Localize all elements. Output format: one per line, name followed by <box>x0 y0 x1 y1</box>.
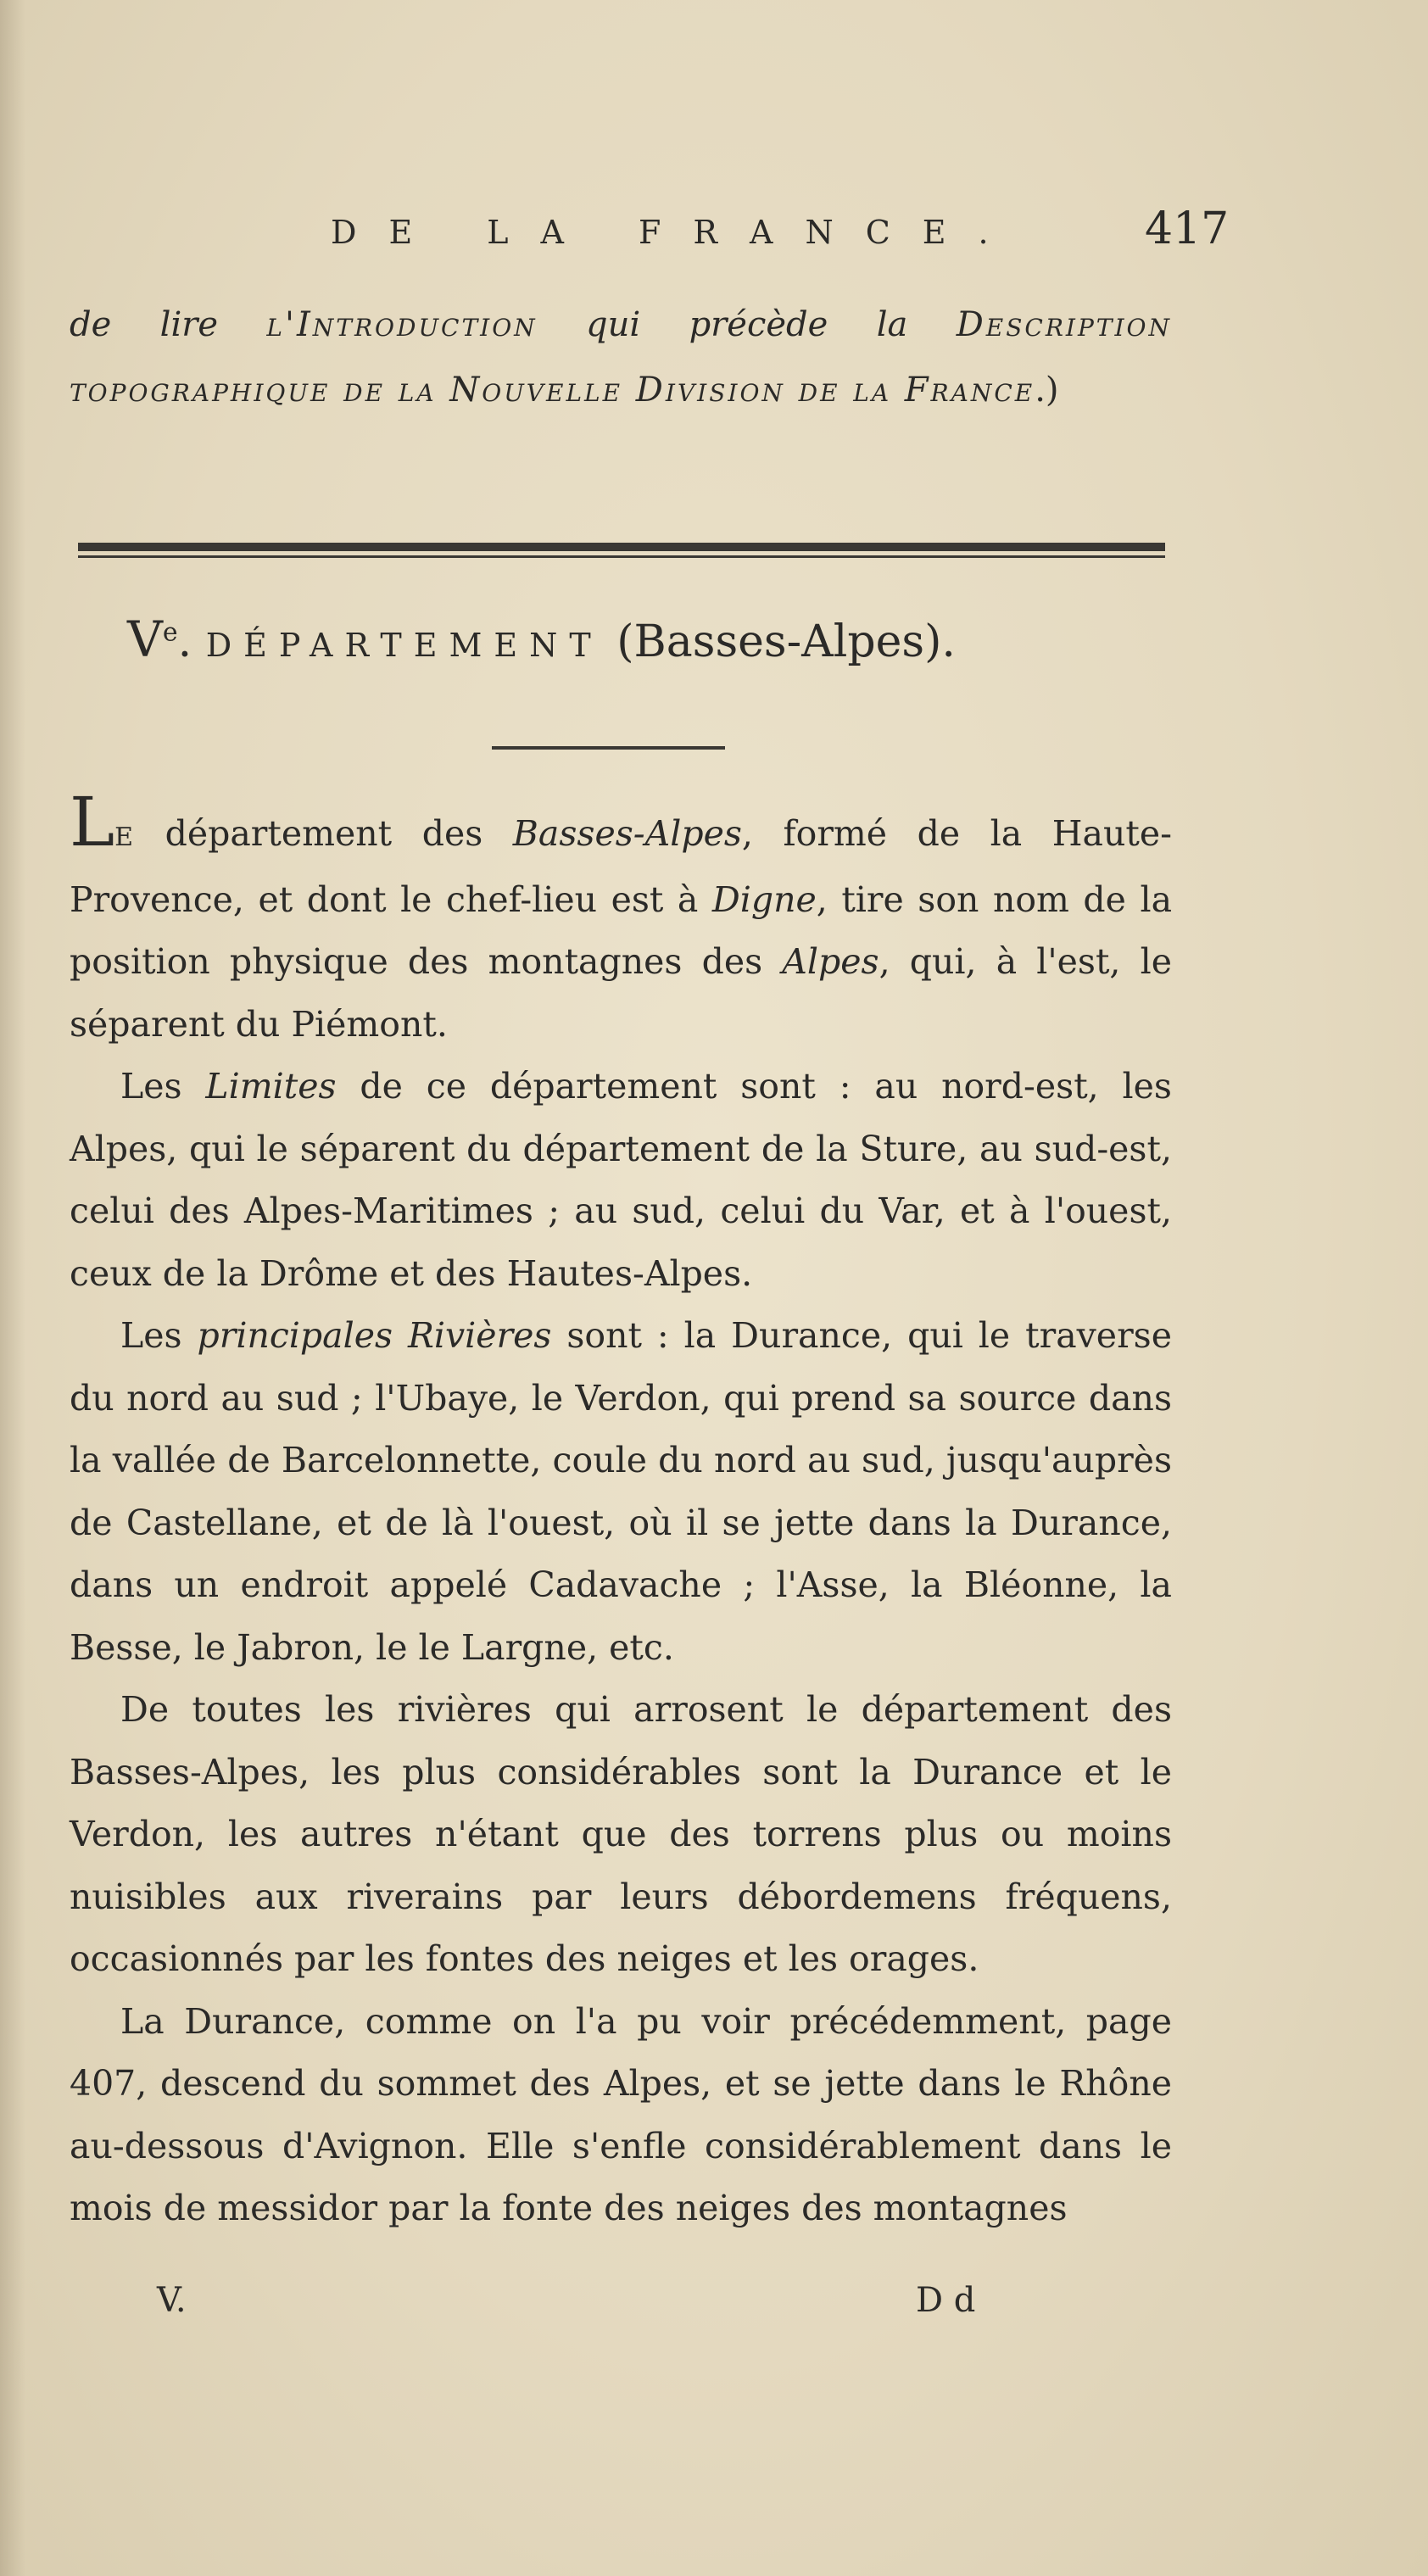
p1-italic-basses-alpes: Basses-Alpes <box>512 813 742 854</box>
department-name: (Basses-Alpes). <box>616 616 956 667</box>
intro-smallcaps-1: l'Introduction <box>266 305 538 344</box>
drop-cap: L <box>70 783 115 861</box>
paragraph-3 <box>70 1305 1172 1679</box>
paragraph-4: De toutes les rivières qui arrosent le département des Basses-Alpes, les plus considérables sont la Durance et le Verdon, les autres n'étant que des torrens plus ou moins nuisibles aux riverains par leurs débordemens fréquens, occasionnés par les fontes des neiges et les orages. <box>70 1689 1172 1979</box>
intro-text-2: qui précède la <box>537 305 957 344</box>
thick-rule <box>78 543 1165 551</box>
page-number: 417 <box>1145 204 1230 254</box>
department-word: DÉPARTEMENT <box>205 627 603 664</box>
p1-italic-digne: Digne <box>711 878 817 920</box>
paragraph-2 <box>70 1056 1172 1305</box>
intro-smallcaps-2: Description topographique de la Nouvelle Division de la France <box>70 305 1172 410</box>
intro-text-1: de lire <box>70 305 267 344</box>
page-edge-shadow <box>0 0 25 2576</box>
p1-italic-alpes: Alpes <box>782 941 879 982</box>
p3-text-a: Les <box>120 1315 198 1356</box>
signature-code: D d <box>916 2281 976 2320</box>
p2-italic-limites: Limites <box>205 1066 337 1107</box>
p3-italic-rivieres: principales Rivières <box>197 1315 552 1356</box>
paragraph-1 <box>70 783 1173 1056</box>
p2-text-a: Les <box>120 1066 206 1107</box>
p1-text-c: , tire son nom de la position physique des montagnes des <box>70 878 1173 982</box>
paragraph-5: La Durance, comme on l'a pu voir précédemment, page 407, descend du sommet des Alpes, et se jette dans le Rhône au-dessous d'Avignon. Elle s'enfle considérablement dans le mois de messidor par la fonte des neiges des montagnes <box>70 2000 1172 2228</box>
page-header <box>68 204 1360 271</box>
volume-mark: V. <box>157 2281 187 2320</box>
body-text <box>70 783 1173 2240</box>
short-rule <box>492 746 725 750</box>
intro-note <box>70 293 1172 423</box>
page-footer <box>68 2281 1360 2332</box>
p1-text-b: , formé de la Haute-Provence, et dont le chef-lieu est à <box>70 813 1172 920</box>
intro-text-3: .) <box>1035 371 1059 410</box>
running-title: DE LA FRANCE. <box>331 214 1021 251</box>
p1-text-a: département des <box>135 813 513 854</box>
drop-cap-tail: E <box>114 822 136 852</box>
department-heading: Ve. DÉPARTEMENT (Basses-Alpes). <box>127 611 956 668</box>
department-number-suffix: e <box>162 617 178 648</box>
p1-text-d: , qui, à l'est, le séparent du Piémont. <box>70 941 1172 1045</box>
p3-text-b: sont : la Durance, qui le traverse du nord au sud ; l'Ubaye, le Verdon, qui prend sa source dans la vallée de Barcelonnette, coule du nord au sud, jusqu'auprès de Castellane, et de là l'ouest, où il se jette dans la Durance, dans un endroit appelé Cadavache ; l'Asse, la Bléonne, la Besse, le Jabron, le le Largne, etc. <box>70 1315 1172 1668</box>
thin-rule <box>78 555 1165 558</box>
department-number: V <box>127 611 163 668</box>
p2-text-b: de ce département sont : au nord-est, les Alpes, qui le séparent du département de la Sture, au sud-est, celui des Alpes-Maritimes ; au sud, celui du Var, et à l'ouest, ceux de la Drôme et des Hautes-Alpes. <box>70 1066 1172 1294</box>
